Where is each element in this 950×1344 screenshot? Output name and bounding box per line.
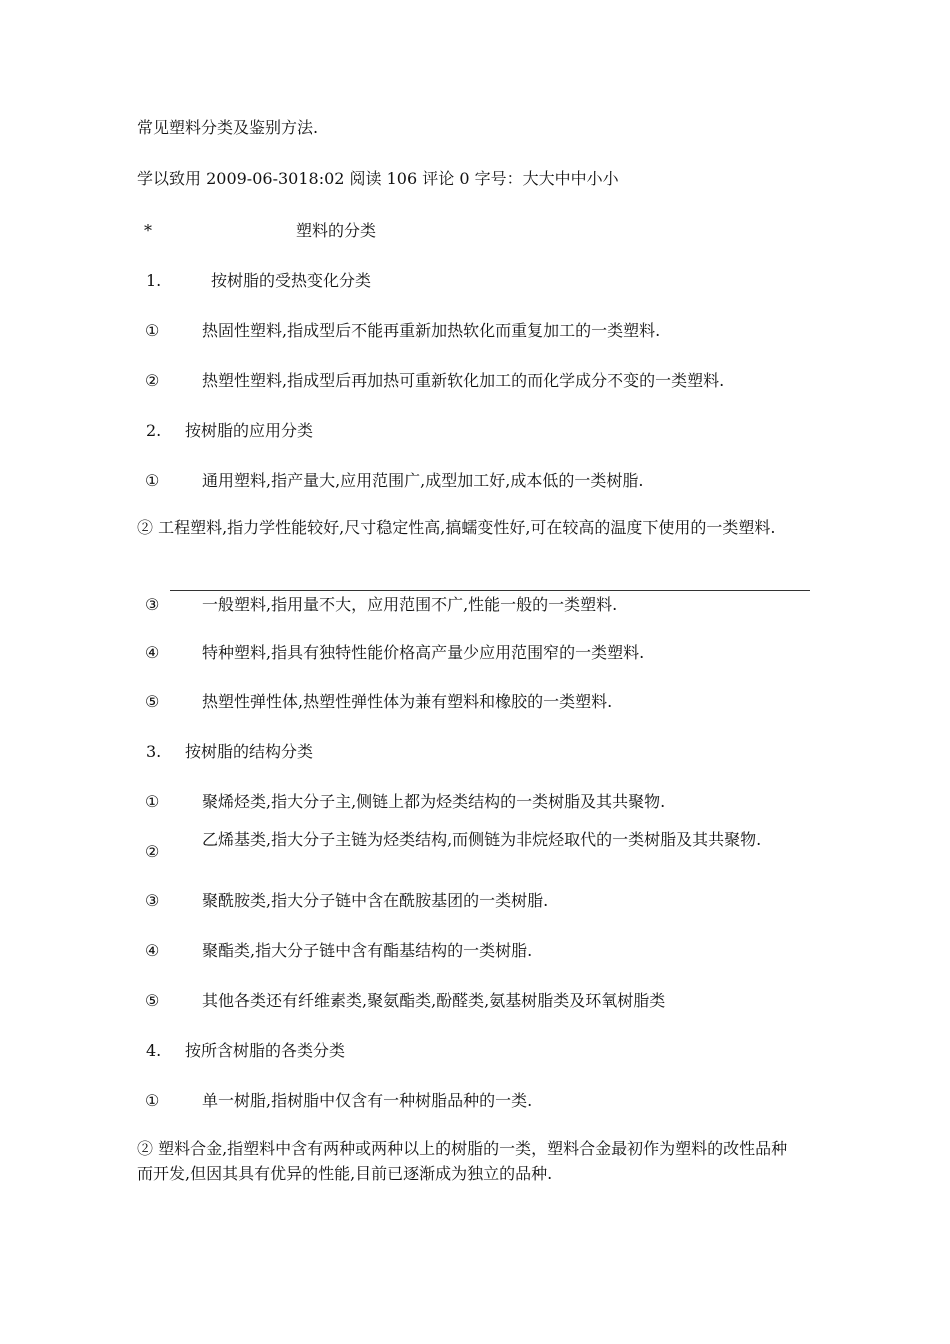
- h3-item-5-text: 其他各类还有纤维素类,聚氨酯类,酚醛类,氨基树脂类及环氧树脂类: [202, 991, 666, 1010]
- h2-item-4-marker: ④: [145, 643, 160, 662]
- h3-item-5-marker: ⑤: [145, 991, 160, 1010]
- heading-1-number: 1.: [146, 271, 162, 290]
- document-title: 常见塑料分类及鉴别方法.: [137, 118, 319, 137]
- heading-3-text: 按树脂的结构分类: [185, 742, 314, 761]
- h2-item-3-text: 一般塑料,指用量不大，应用范围不广,性能一般的一类塑料.: [202, 595, 618, 614]
- document-meta: 学以致用 2009-06-3018:02 阅读 106 评论 0 字号：大大中中小小: [137, 169, 619, 188]
- h3-item-1-marker: ①: [145, 792, 160, 811]
- h2-item-5-text: 热塑性弹性体,热塑性弹性体为兼有塑料和橡胶的一类塑料.: [202, 692, 613, 711]
- heading-4-text: 按所含树脂的各类分类: [185, 1041, 346, 1060]
- horizontal-rule: [170, 590, 810, 591]
- section-title: 塑料的分类: [296, 221, 377, 240]
- h2-item-3-marker: ③: [145, 595, 160, 614]
- h3-item-2-text: 乙烯基类,指大分子主链为烃类结构,而侧链为非烷烃取代的一类树脂及其共聚物.: [202, 830, 762, 849]
- heading-2-number: 2.: [146, 421, 162, 440]
- heading-1-text: 按树脂的受热变化分类: [211, 271, 372, 290]
- heading-4-number: 4.: [146, 1041, 162, 1060]
- h1-item-2-marker: ②: [145, 371, 160, 390]
- h4-item-1-marker: ①: [145, 1091, 160, 1110]
- h3-item-1-text: 聚烯烃类,指大分子主,侧链上都为烃类结构的一类树脂及其共聚物.: [202, 792, 666, 811]
- h1-item-1-text: 热固性塑料,指成型后不能再重新加热软化而重复加工的一类塑料.: [202, 321, 661, 340]
- h3-item-3-text: 聚酰胺类,指大分子链中含在酰胺基团的一类树脂.: [202, 891, 549, 910]
- h2-item-1-marker: ①: [145, 471, 160, 490]
- h2-item-5-marker: ⑤: [145, 692, 160, 711]
- h1-item-2-text: 热塑性塑料,指成型后再加热可重新软化加工的而化学成分不变的一类塑料.: [202, 371, 725, 390]
- h3-item-3-marker: ③: [145, 891, 160, 910]
- h1-item-1-marker: ①: [145, 321, 160, 340]
- h4-item-2-paragraph: ② 塑料合金,指塑料中含有两种或两种以上的树脂的一类，塑料合金最初作为塑料的改性品种而开发,但因其具有优异的性能,目前已逐渐成为独立的品种.: [137, 1139, 788, 1183]
- heading-3-number: 3.: [146, 742, 162, 761]
- h2-item-4-text: 特种塑料,指具有独特性能价格高产量少应用范围窄的一类塑料.: [202, 643, 645, 662]
- h3-item-4-text: 聚酯类,指大分子链中含有酯基结构的一类树脂.: [202, 941, 533, 960]
- section-bullet: *: [144, 221, 152, 240]
- h3-item-4-marker: ④: [145, 941, 160, 960]
- h2-item-2-paragraph: ② 工程塑料,指力学性能较好,尺寸稳定性高,搞蠕变性好,可在较高的温度下使用的一类塑料.: [137, 518, 776, 537]
- h2-item-1-text: 通用塑料,指产量大,应用范围广,成型加工好,成本低的一类树脂.: [202, 471, 644, 490]
- h4-item-1-text: 单一树脂,指树脂中仅含有一种树脂品种的一类.: [202, 1091, 533, 1110]
- h3-item-2-marker: ②: [145, 842, 160, 861]
- heading-2-text: 按树脂的应用分类: [185, 421, 314, 440]
